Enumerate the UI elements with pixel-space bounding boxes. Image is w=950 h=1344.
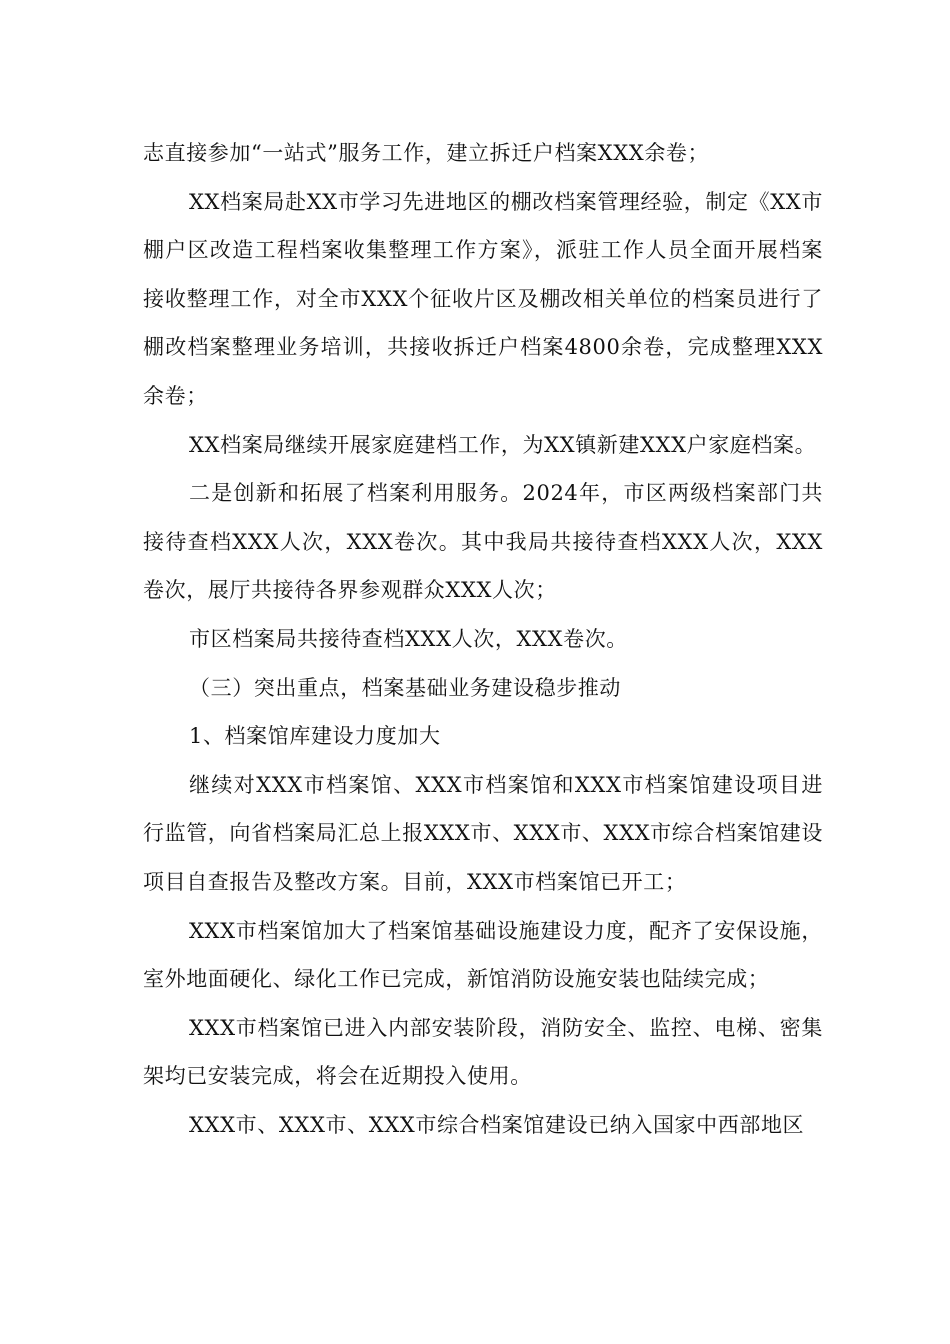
document-body xyxy=(143,129,823,1149)
paragraph-8: XXX市档案馆已进入内部安装阶段，消防安全、监控、电梯、密集架均已安装完成，将会在近期投入使用。 xyxy=(143,1015,823,1089)
subsection-heading: 1、档案馆库建设力度加大 xyxy=(189,724,441,749)
paragraph-2: XX档案局赴XX市学习先进地区的棚改档案管理经验，制定《XX市棚户区改造工程档案收集整理工作方案》，派驻工作人员全面开展档案接收整理工作，对全市XXX个征收片区及棚改相关单位的档案员进行了棚改档案整理业务培训，共接收拆迁户档案4800余卷，完成整理XXX余卷； xyxy=(143,189,823,408)
section-heading: （三）突出重点，档案基础业务建设稳步推动 xyxy=(189,675,621,700)
paragraph-9: XXX市、XXX市、XXX市综合档案馆建设已纳入国家中西部地区 xyxy=(189,1112,805,1137)
paragraph-5: 市区档案局共接待查档XXX人次，XXX卷次。 xyxy=(189,626,628,651)
paragraph-3: XX档案局继续开展家庭建档工作，为XX镇新建XXX户家庭档案。 xyxy=(189,432,817,457)
paragraph-4: 二是创新和拓展了档案利用服务。2024年，市区两级档案部门共接待查档XXX人次，XXX卷次。其中我局共接待查档XXX人次，XXX卷次，展厅共接待各界参观群众XXX人次； xyxy=(143,481,823,603)
paragraph-6: 继续对XXX市档案馆、XXX市档案馆和XXX市档案馆建设项目进行监管，向省档案局汇总上报XXX市、XXX市、XXX市综合档案馆建设项目自查报告及整改方案。目前，XXX市档案馆已开工； xyxy=(143,772,823,894)
paragraph-1: 志直接参加“一站式”服务工作，建立拆迁户档案XXX余卷； xyxy=(143,141,710,165)
paragraph-7: XXX市档案馆加大了档案馆基础设施建设力度，配齐了安保设施，室外地面硬化、绿化工作已完成，新馆消防设施安装也陆续完成； xyxy=(143,918,823,992)
